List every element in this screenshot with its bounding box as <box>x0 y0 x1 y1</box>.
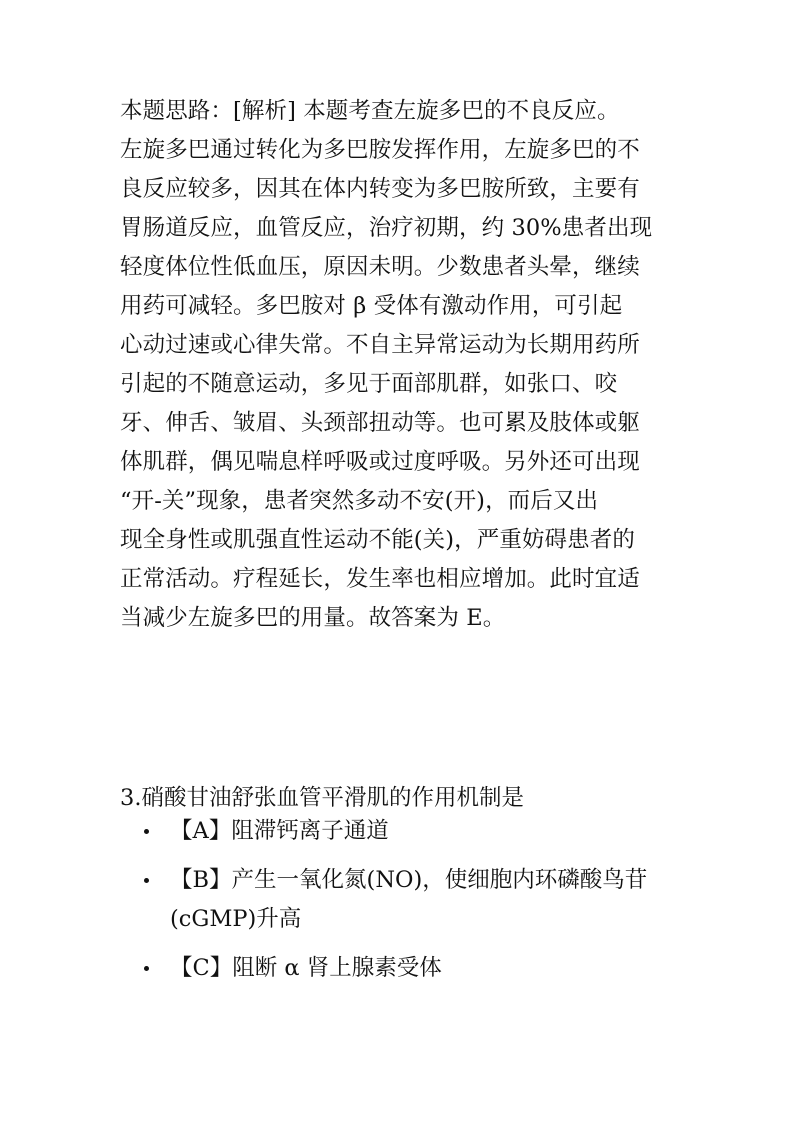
bullet-icon <box>144 966 149 971</box>
explanation-line: 本题思路：[解析] 本题考查左旋多巴的不良反应。 <box>120 98 620 124</box>
option-c-text: 【C】阻断 α 肾上腺素受体 <box>170 955 442 981</box>
option-b-text: 【B】产生一氧化氮(NO)，使细胞内环磷酸鸟苷 <box>170 867 648 893</box>
explanation-line: 现全身性或肌强直性运动不能(关)，严重妨碍患者的 <box>120 527 635 553</box>
option-a-text: 【A】阻滞钙离子通道 <box>170 818 389 844</box>
explanation-line: 胃肠道反应，血管反应，治疗初期，约 30%患者出现 <box>120 215 653 241</box>
explanation-line: 当减少左旋多巴的用量。故答案为 E。 <box>120 605 506 631</box>
explanation-line: 用药可减轻。多巴胺对 β 受体有激动作用，可引起 <box>120 293 623 319</box>
explanation-line: 正常活动。疗程延长，发生率也相应增加。此时宜适 <box>120 566 640 592</box>
bullet-icon <box>144 829 149 834</box>
explanation-line: 良反应较多，因其在体内转变为多巴胺所致，主要有 <box>120 176 640 202</box>
option-b[interactable] <box>146 861 706 939</box>
option-list <box>146 812 706 998</box>
bullet-icon <box>144 878 149 883</box>
explanation-line: “开-关”现象，患者突然多动不安(开)，而后又出 <box>120 488 599 514</box>
answer-explanation <box>120 92 680 638</box>
question-stem: 3.硝酸甘油舒张血管平滑肌的作用机制是 <box>120 785 524 811</box>
explanation-line: 轻度体位性低血压，原因未明。少数患者头晕，继续 <box>120 254 640 280</box>
explanation-line: 左旋多巴通过转化为多巴胺发挥作用，左旋多巴的不 <box>120 137 640 163</box>
explanation-line: 体肌群，偶见喘息样呼吸或过度呼吸。另外还可出现 <box>120 449 640 475</box>
option-a[interactable] <box>146 812 706 851</box>
explanation-line: 心动过速或心律失常。不自主异常运动为长期用药所 <box>120 332 640 358</box>
explanation-line: 引起的不随意运动，多见于面部肌群，如张口、咬 <box>120 371 618 397</box>
explanation-line: 牙、伸舌、皱眉、头颈部扭动等。也可累及肢体或躯 <box>120 410 640 436</box>
option-c[interactable] <box>146 949 706 988</box>
option-b-text-continued: (cGMP)升高 <box>170 906 302 932</box>
